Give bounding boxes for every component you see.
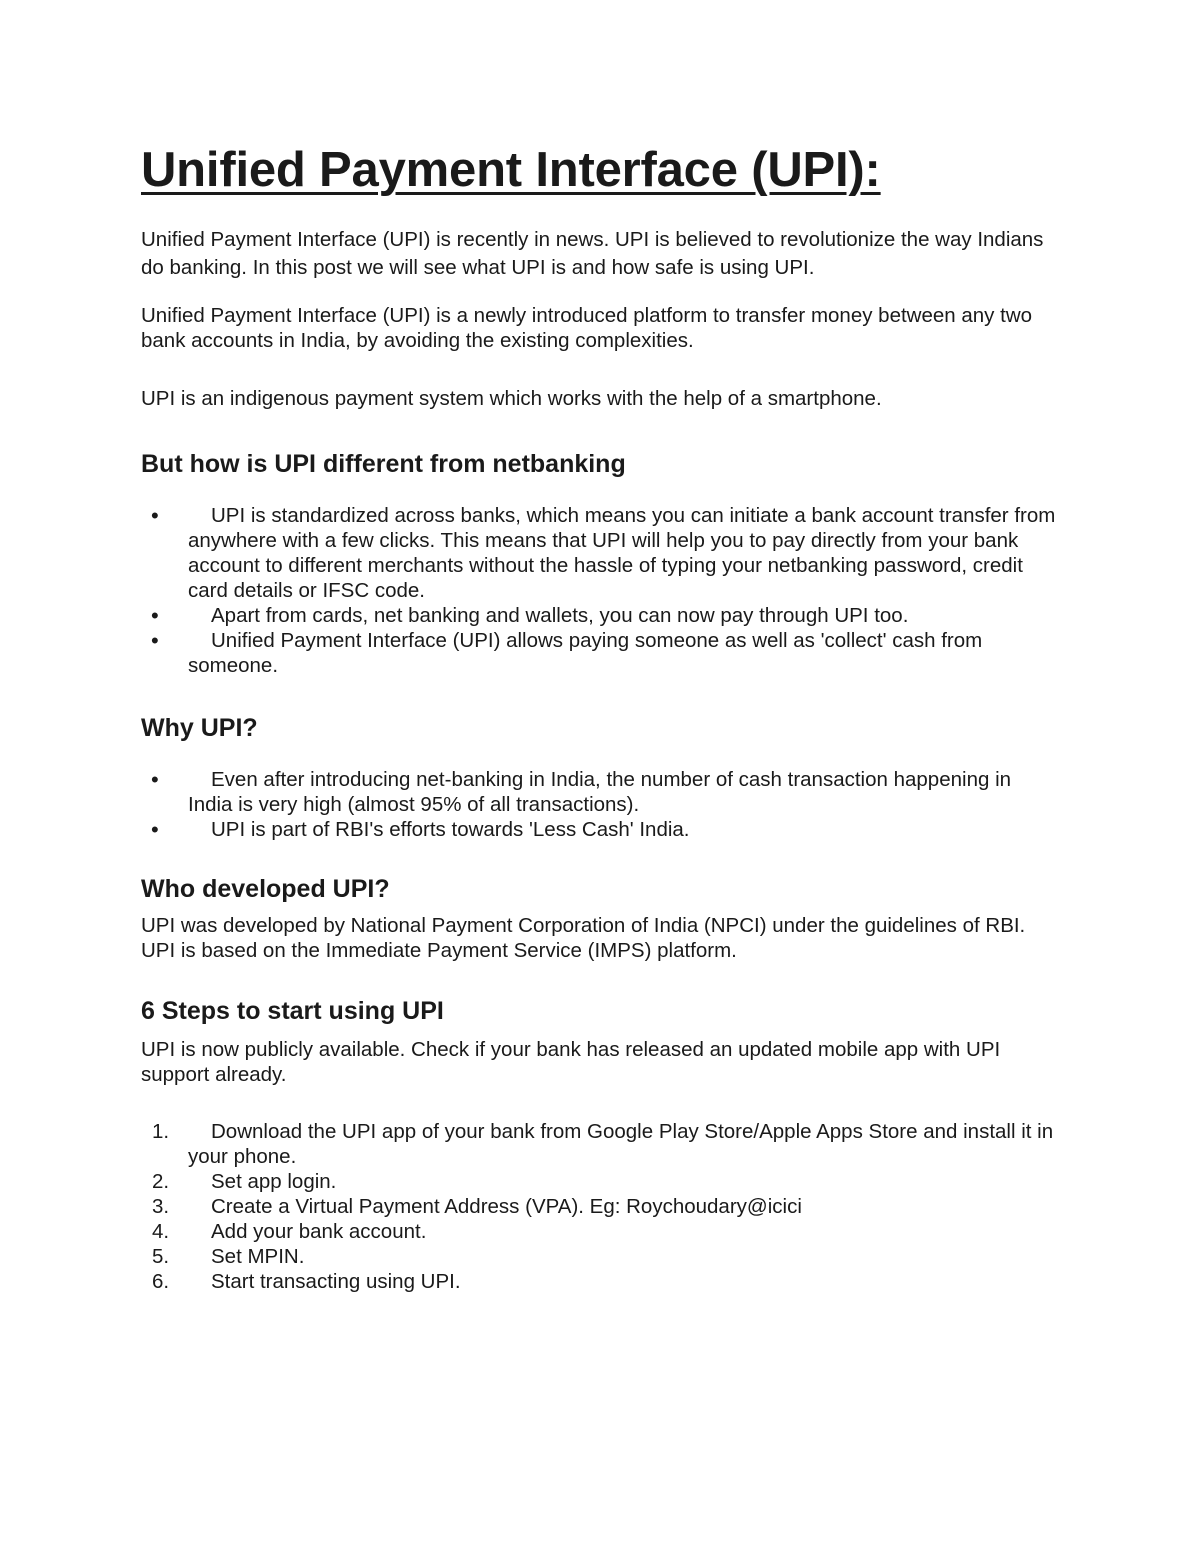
intro-paragraph-1: Unified Payment Interface (UPI) is recently in news. UPI is believed to revolutionize the way Indians do banking. In this post we will see what UPI is and how safe is using UPI. bbox=[141, 228, 1044, 279]
list-item bbox=[141, 817, 1060, 842]
list-item-text: Even after introducing net-banking in India, the number of cash transaction happening in India is very high (almost 95% of all transactions). bbox=[188, 768, 1012, 816]
list-item-text: UPI is standardized across banks, which means you can initiate a bank account transfer from anywhere with a few clicks. This means that UPI will help you to pay directly from your bank account to different merchants without the hassle of typing your netbanking password, credit card details or IFSC code. bbox=[188, 504, 1056, 602]
step-number: 6. bbox=[152, 1270, 170, 1293]
step-number: 1. bbox=[152, 1120, 170, 1143]
step-number: 5. bbox=[152, 1245, 170, 1268]
intro-paragraph-2: Unified Payment Interface (UPI) is a newly introduced platform to transfer money between any two bank accounts in India, by avoiding the existing complexities. bbox=[141, 304, 1033, 352]
step-number: 4. bbox=[152, 1220, 170, 1243]
steps-numbered-list bbox=[141, 1119, 1060, 1294]
intro-paragraph-3: UPI is an indigenous payment system which works with the help of a smartphone. bbox=[141, 387, 882, 410]
why-bullet-list bbox=[141, 767, 1060, 842]
list-item-text: Apart from cards, net banking and wallets, you can now pay through UPI too. bbox=[211, 604, 909, 627]
list-item-text: Set app login. bbox=[211, 1170, 337, 1193]
step-number: 3. bbox=[152, 1195, 170, 1218]
list-item-text: Start transacting using UPI. bbox=[211, 1270, 461, 1293]
list-item bbox=[141, 503, 1060, 603]
list-item bbox=[141, 1219, 1060, 1244]
list-item-text: Download the UPI app of your bank from Google Play Store/Apple Apps Store and install it in your phone. bbox=[188, 1120, 1054, 1168]
section-heading-why: Why UPI? bbox=[141, 714, 258, 742]
list-item-text: Create a Virtual Payment Address (VPA). Eg: Roychoudary@icici bbox=[211, 1195, 802, 1218]
difference-bullet-list bbox=[141, 503, 1060, 678]
steps-intro-paragraph: UPI is now publicly available. Check if your bank has released an updated mobile app with UPI support already. bbox=[141, 1038, 1001, 1086]
list-item bbox=[141, 1119, 1060, 1169]
section-heading-steps: 6 Steps to start using UPI bbox=[141, 997, 444, 1025]
list-item bbox=[141, 767, 1060, 817]
bullet-marker: • bbox=[151, 767, 159, 792]
list-item-text: Add your bank account. bbox=[211, 1220, 427, 1243]
list-item bbox=[141, 628, 1060, 678]
list-item-text: Unified Payment Interface (UPI) allows paying someone as well as 'collect' cash from someone. bbox=[188, 629, 983, 677]
bullet-marker: • bbox=[151, 503, 159, 528]
section-heading-who: Who developed UPI? bbox=[141, 875, 390, 903]
section-heading-difference: But how is UPI different from netbanking bbox=[141, 450, 626, 478]
list-item bbox=[141, 603, 1060, 628]
bullet-marker: • bbox=[151, 628, 159, 653]
list-item bbox=[141, 1244, 1060, 1269]
bullet-marker: • bbox=[151, 603, 159, 628]
list-item bbox=[141, 1269, 1060, 1294]
bullet-marker: • bbox=[151, 817, 159, 842]
who-paragraph: UPI was developed by National Payment Corporation of India (NPCI) under the guidelines of RBI. UPI is based on the Immediate Payment Service (IMPS) platform. bbox=[141, 914, 1026, 962]
list-item bbox=[141, 1169, 1060, 1194]
step-number: 2. bbox=[152, 1170, 170, 1193]
list-item-text: UPI is part of RBI's efforts towards 'Less Cash' India. bbox=[211, 818, 690, 841]
page-title: Unified Payment Interface (UPI): bbox=[141, 143, 881, 197]
list-item-text: Set MPIN. bbox=[211, 1245, 305, 1268]
list-item bbox=[141, 1194, 1060, 1219]
